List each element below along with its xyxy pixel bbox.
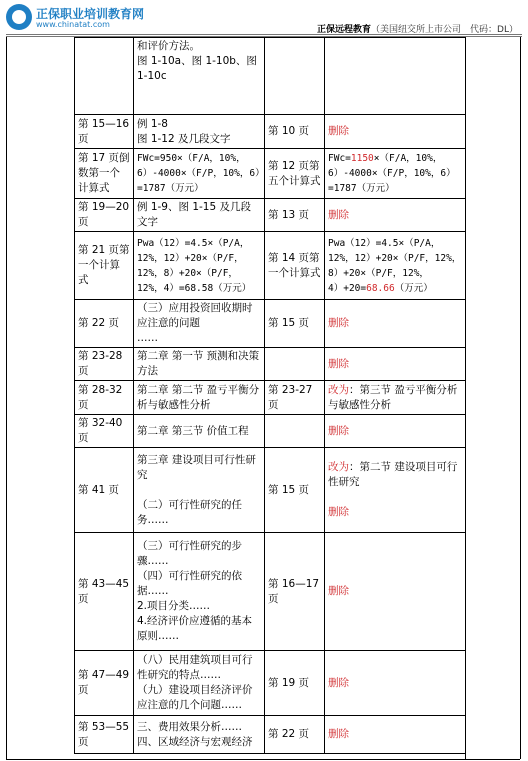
table-row [75, 232, 466, 300]
cell-old-content: Pwa（12）=4.5×（P/A，12%，12）+20×（P/F，12%，8）+20×（P/F，12%，4）=68.58（万元） [134, 232, 265, 300]
cell-old-content: 第三章 建设项目可行性研究 （二）可行性研究的任务…… [134, 448, 265, 533]
cell-old-page: 第 23-28 页 [75, 348, 134, 381]
cell-new-page: 第 14 页第一个计算式 [265, 232, 325, 300]
cell-new-content: 删除 [325, 199, 466, 232]
formula-prefix: FWc= [328, 153, 351, 164]
formula-prefix: Pwa（12）=4.5×（P/A，12%，12）+20×（P/F，12%，8）+20×（P/F，12%，4）+20= [328, 237, 462, 294]
cell-old-content: 第二章 第一节 预测和决策方法 [134, 348, 265, 381]
cell-old-page: 第 15—16 页 [75, 115, 134, 149]
cell-old-content: （三）可行性研究的步骤…… （四）可行性研究的依据…… 2.项目分类…… 4.经济评价应遵循的基本原则…… [134, 533, 265, 651]
cell-new-page: 第 15 页 [265, 300, 325, 348]
cell-old-page: 第 41 页 [75, 448, 134, 533]
cell-new-page [265, 415, 325, 448]
formula-correction: 68.66 [366, 282, 395, 294]
table-row [75, 716, 466, 754]
table-row [75, 381, 466, 415]
right-margin-column [465, 37, 521, 759]
table-row [75, 199, 466, 232]
cell-new-content [325, 232, 466, 300]
cell-new-content [325, 448, 466, 533]
formula-correction: 1150 [350, 153, 374, 164]
cell-old-content: FWc=950×（F/A，10%，6）-4000×（F/P，10%，6）=1787（万元） [134, 149, 265, 199]
errata-table [74, 37, 466, 754]
cell-old-content: （三）应用投资回收期时应注意的问题 …… [134, 300, 265, 348]
cell-new-page: 第 19 页 [265, 651, 325, 716]
cell-new-content [325, 38, 466, 115]
formula-suffix: （万元） [394, 282, 433, 294]
cell-old-content: 三、费用效果分析…… 四、区域经济与宏观经济 [134, 716, 265, 754]
cell-new-page: 第 16—17 页 [265, 533, 325, 651]
cell-new-page: 第 10 页 [265, 115, 325, 149]
cell-new-page: 第 23-27 页 [265, 381, 325, 415]
cell-old-page: 第 28-32 页 [75, 381, 134, 415]
table-row [75, 38, 466, 115]
table-row [75, 415, 466, 448]
cell-old-page: 第 21 页第一个计算式 [75, 232, 134, 300]
table-row [75, 300, 466, 348]
cell-new-content: 删除 [325, 415, 466, 448]
cell-new-page: 第 15 页 [265, 448, 325, 533]
cell-old-page: 第 32-40 页 [75, 415, 134, 448]
change-label: 改为 [328, 383, 349, 396]
formula-suffix: ×（F/A，10%，6）-4000×（F/P，10%，6）=1787（万元） [328, 153, 456, 194]
logo-icon [6, 4, 32, 30]
table-row [75, 651, 466, 716]
cell-old-content: （八）民用建筑项目可行性研究的特点…… （九）建设项目经济评价应注意的几个问题…… [134, 651, 265, 716]
cell-new-content: 删除 [325, 115, 466, 149]
change-text: ：第三节 盈亏平衡分析与敏感性分析 [328, 383, 458, 411]
cell-old-content: 例 1-9、图 1-15 及几段文字 [134, 199, 265, 232]
cell-new-page: 第 13 页 [265, 199, 325, 232]
cell-old-page: 第 53—55 页 [75, 716, 134, 754]
cell-new-content [325, 149, 466, 199]
cell-old-page: 第 19—20 页 [75, 199, 134, 232]
cell-old-content: 例 1-8 图 1-12 及几段文字 [134, 115, 265, 149]
cell-old-page: 第 22 页 [75, 300, 134, 348]
cell-new-page [265, 348, 325, 381]
change-label: 改为 [328, 461, 349, 473]
cell-old-page: 第 47—49 页 [75, 651, 134, 716]
table-row [75, 115, 466, 149]
change-text: ：第二节 建设项目可行性研究 [328, 461, 458, 488]
cell-old-content: 和评价方法。 图 1-10a、图 1-10b、图 1-10c [134, 38, 265, 115]
brand-name: 正保职业培训教育网 [36, 7, 145, 21]
cell-new-content [325, 381, 466, 415]
brand-url: www.chinatat.com [36, 20, 110, 29]
cell-new-content: 删除 [325, 651, 466, 716]
company-name: 正保远程教育 [317, 25, 372, 35]
cell-old-content: 第二章 第二节 盈亏平衡分析与敏感性分析 [134, 381, 265, 415]
delete-label: 删除 [328, 506, 349, 518]
cell-new-content: 删除 [325, 533, 466, 651]
cell-new-page: 第 22 页 [265, 716, 325, 754]
page-header [0, 0, 528, 38]
cell-new-content: 删除 [325, 716, 466, 754]
table-row [75, 533, 466, 651]
left-margin-column [6, 37, 75, 759]
cell-new-content: 删除 [325, 300, 466, 348]
cell-old-page: 第 43—45 页 [75, 533, 134, 651]
company-note: （美国纽交所上市公司 代码：DL） [371, 25, 518, 35]
table-row [75, 149, 466, 199]
bottom-border [6, 759, 520, 760]
cell-new-page: 第 12 页第五个计算式 [265, 149, 325, 199]
table-row [75, 348, 466, 381]
cell-new-content: 删除 [325, 348, 466, 381]
header-rule [6, 34, 522, 35]
cell-old-page [75, 38, 134, 115]
cell-new-page [265, 38, 325, 115]
table-row [75, 448, 466, 533]
cell-old-content: 第二章 第三节 价值工程 [134, 415, 265, 448]
cell-old-page: 第 17 页倒数第一个计算式 [75, 149, 134, 199]
